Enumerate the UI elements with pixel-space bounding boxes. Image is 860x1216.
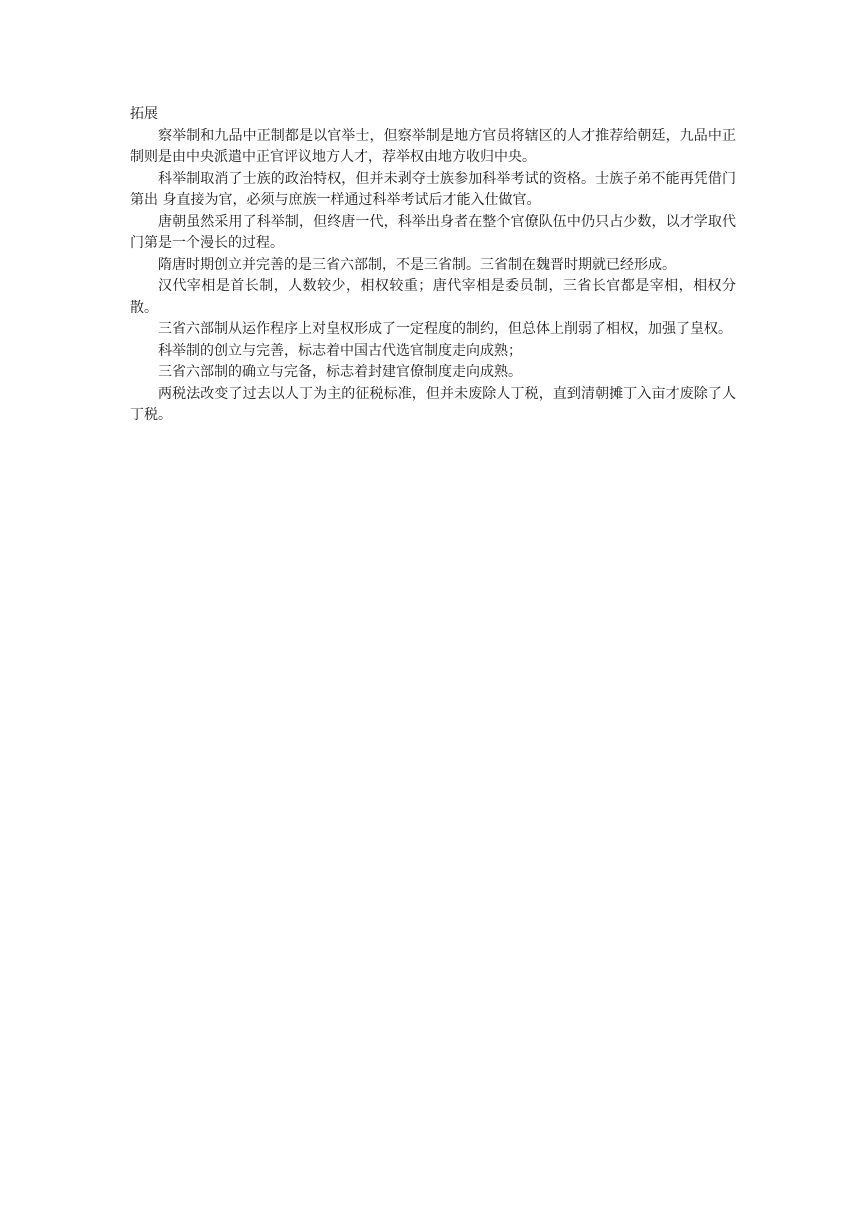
paragraph-recommendation-systems: 察举制和九品中正制都是以官举士，但察举制是地方官员将辖区的人才推荐给朝廷，九品中正制则是由中央派遣中正官评议地方人才，荐举权由地方收归中央。 [130,127,736,165]
paragraph-bureaucracy-maturity: 三省六部制的确立与完备，标志着封建官僚制度走向成熟。 [158,364,522,380]
paragraph-keju-gentry: 科举制取消了士族的政治特权，但并未剥夺士族参加科举考试的资格。士族子弟不能再凭借门第出 身直接为官，必须与庶族一样通过科举考试后才能入仕做官。 [130,170,736,208]
paragraph-imperial-power: 三省六部制从运作程序上对皇权形成了一定程度的制约，但总体上削弱了相权，加强了皇权。 [158,321,732,337]
paragraph-keju-maturity: 科举制的创立与完善，标志着中国古代选官制度走向成熟； [158,342,522,359]
paragraph-chancellors: 汉代宰相是首长制，人数较少，相权较重；唐代宰相是委员制，三省长官都是宰相，相权分散。 [130,278,736,316]
document-body [130,104,736,427]
paragraph-tang-keju: 唐朝虽然采用了科举制，但终唐一代，科举出身者在整个官僚队伍中仍只占少数，以才学取代门第是一个漫长的过程。 [130,213,736,251]
section-heading: 拓展 [130,106,158,122]
paragraph-three-departments: 隋唐时期创立并完善的是三省六部制，不是三省制。三省制在魏晋时期就已经形成。 [158,256,676,273]
paragraph-two-tax-law: 两税法改变了过去以人丁为主的征税标准，但并未废除人丁税，直到清朝摊丁入亩才废除了人丁税。 [130,385,736,423]
